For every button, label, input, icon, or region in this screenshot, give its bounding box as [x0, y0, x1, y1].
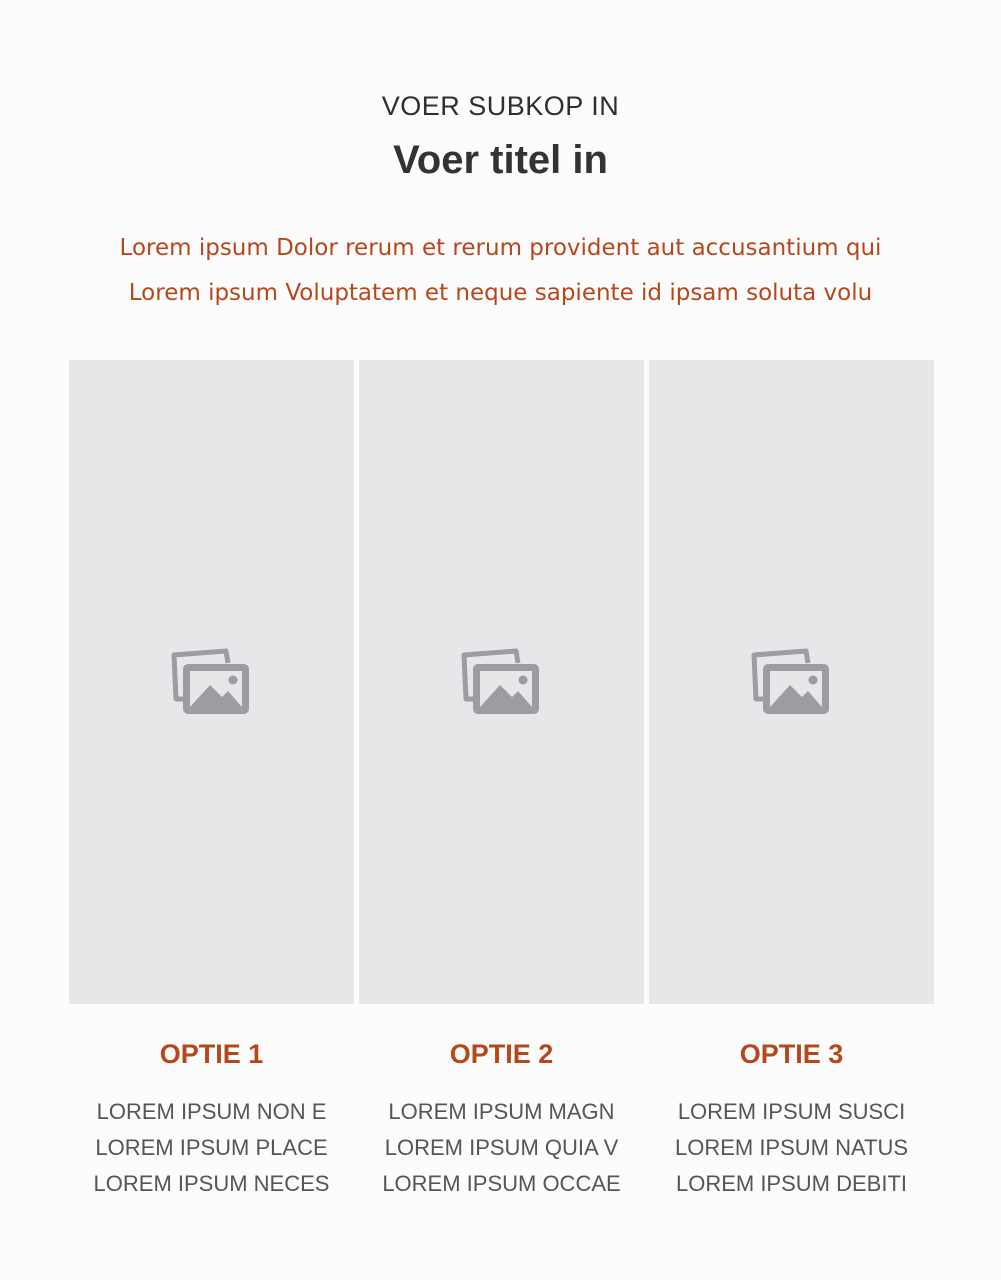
- image-placeholder-icon: [460, 647, 544, 719]
- image-placeholder-icon: [170, 647, 254, 719]
- option-line: LOREM IPSUM DEBITI: [675, 1171, 908, 1196]
- option-card-3: [649, 360, 934, 1196]
- option-line: LOREM IPSUM NECES: [93, 1171, 330, 1196]
- option-card-2: [359, 360, 644, 1196]
- option-line: LOREM IPSUM OCCAE: [382, 1171, 621, 1196]
- intro-line: Lorem ipsum Dolor rerum et rerum provident aut accusantium qui: [119, 235, 882, 261]
- option-description: [59, 1094, 364, 1202]
- option-line: LOREM IPSUM QUIA V: [384, 1135, 619, 1160]
- option-line: LOREM IPSUM SUSCI: [677, 1099, 906, 1124]
- option-description: [349, 1094, 654, 1202]
- intro-text: [40, 226, 961, 316]
- page-title: Voer titel in: [393, 138, 608, 182]
- option-line: LOREM IPSUM PLACE: [95, 1135, 328, 1160]
- intro-line: Lorem ipsum Voluptatem et neque sapiente id ipsam soluta volu: [128, 280, 873, 306]
- option-title: OPTIE 1: [159, 1039, 264, 1069]
- options-grid: [69, 360, 934, 1220]
- option-description: [639, 1094, 944, 1202]
- option-line: LOREM IPSUM NATUS: [674, 1135, 909, 1160]
- option-line: LOREM IPSUM MAGN: [388, 1099, 615, 1124]
- option-title: OPTIE 3: [739, 1039, 844, 1069]
- option-line: LOREM IPSUM NON E: [96, 1099, 327, 1124]
- image-placeholder-icon: [750, 647, 834, 719]
- image-placeholder[interactable]: [649, 360, 934, 1004]
- page-subheading: VOER SUBKOP IN: [381, 91, 620, 121]
- image-placeholder[interactable]: [359, 360, 644, 1004]
- option-title: OPTIE 2: [449, 1039, 554, 1069]
- image-placeholder[interactable]: [69, 360, 354, 1004]
- option-card-1: [69, 360, 354, 1196]
